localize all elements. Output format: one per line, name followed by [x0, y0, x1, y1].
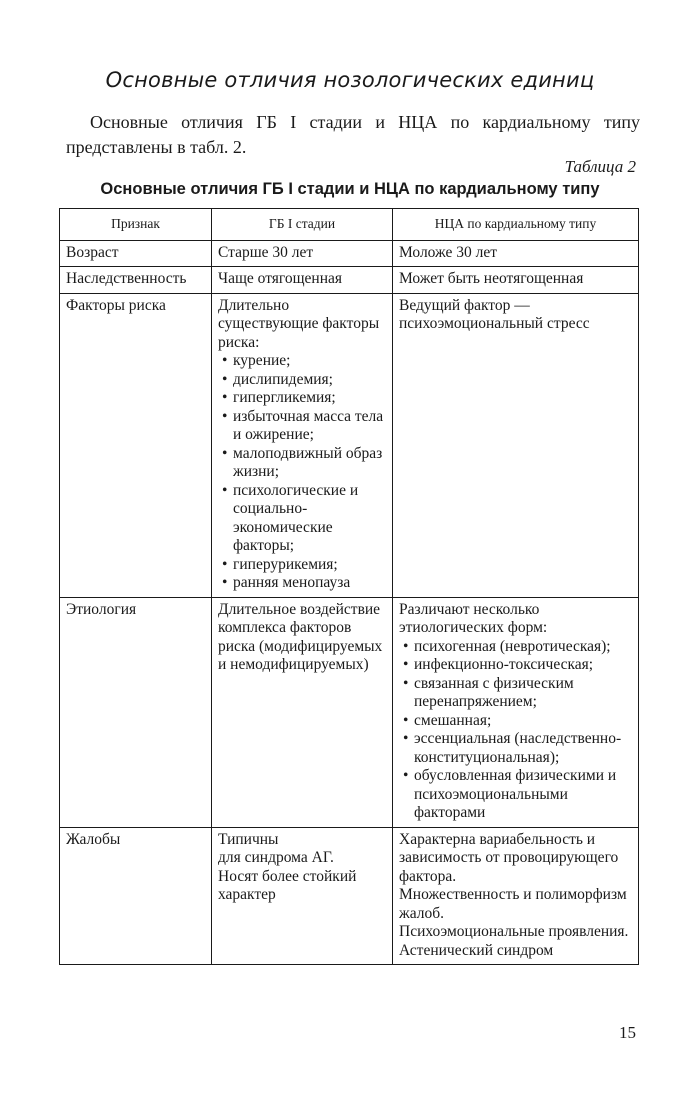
list-item: • дислипидемия; [218, 371, 386, 390]
etiology-form-list [399, 638, 632, 823]
cell-sign: Жалобы [60, 827, 212, 965]
cell-gb [212, 293, 393, 597]
cell-text-line: Астенический синдром [399, 941, 554, 959]
section-heading: Основные отличия нозологических единиц [105, 68, 595, 92]
list-item: • курение; [218, 352, 386, 371]
cell-text-line: Носят более стойкий характер [218, 867, 357, 903]
column-header-nca: НЦА по кардиальному типу [393, 209, 639, 241]
cell-text-line: Психоэмоциональные проявления. [399, 923, 629, 940]
list-item: • ранняя менопауза [218, 574, 386, 593]
list-item: • инфекционно-токсическая; [399, 656, 632, 675]
cell-gb: Старше 30 лет [212, 240, 393, 267]
table-row-heredity [60, 267, 639, 294]
list-item: • эссенциальная (наследственно-конституциональная); [399, 730, 632, 767]
cell-lead-text: Длительно существующие факторы риска: [218, 296, 380, 351]
cell-gb: Чаще отягощенная [212, 267, 393, 294]
cell-nca: Ведущий фактор — психоэмоциональный стресс [393, 293, 639, 597]
table-row-complaints [60, 827, 639, 965]
cell-gb [212, 827, 393, 965]
cell-sign: Возраст [60, 240, 212, 267]
list-item: • смешанная; [399, 712, 632, 731]
cell-text-line: Множественность и полиморфизм жалоб. [399, 886, 627, 922]
table-caption: Основные отличия ГБ I стадии и НЦА по кардиальному типу [100, 180, 600, 198]
cell-gb: Длительное воздействие комплекса факторов риска (модифицируемых и немодифицируемых) [212, 597, 393, 827]
intro-paragraph: Основные отличия ГБ I стадии и НЦА по кардиальному типу представлены в табл. 2. [66, 112, 640, 157]
cell-text-line: Характерна вариабельность и зависимость от провоцирующего фактора. [399, 830, 619, 885]
risk-factor-list [218, 352, 386, 593]
cell-nca [393, 597, 639, 827]
table-row-etiology [60, 597, 639, 827]
cell-nca: Моложе 30 лет [393, 240, 639, 267]
list-item: • психогенная (невротическая); [399, 638, 632, 657]
table-number-label: Таблица 2 [564, 157, 636, 176]
column-header-sign: Признак [60, 209, 212, 241]
comparison-table [59, 208, 639, 965]
list-item: • гипергликемия; [218, 389, 386, 408]
cell-lead-text: Различают несколько этиологических форм: [399, 600, 548, 636]
cell-text-line: для синдрома АГ. [218, 849, 334, 866]
list-item: • гиперурикемия; [218, 556, 386, 575]
cell-nca [393, 827, 639, 965]
list-item: • связанная с физическим перенапряжением; [399, 675, 632, 712]
page-number: 15 [619, 1023, 636, 1042]
list-item: • психологические и социально-экономические факторы; [218, 482, 386, 556]
table-row-risk-factors [60, 293, 639, 597]
column-header-gb: ГБ I стадии [212, 209, 393, 241]
table-row-age [60, 240, 639, 267]
cell-nca: Может быть неотягощенная [393, 267, 639, 294]
cell-sign: Наследственность [60, 267, 212, 294]
cell-sign: Этиология [60, 597, 212, 827]
list-item: • малоподвижный образ жизни; [218, 445, 386, 482]
table-header-row [60, 209, 639, 241]
list-item: • обусловленная физическими и психоэмоциональными факторами [399, 767, 632, 823]
cell-sign: Факторы риска [60, 293, 212, 597]
cell-text-line: Типичны [218, 830, 279, 848]
list-item: • избыточная масса тела и ожирение; [218, 408, 386, 445]
